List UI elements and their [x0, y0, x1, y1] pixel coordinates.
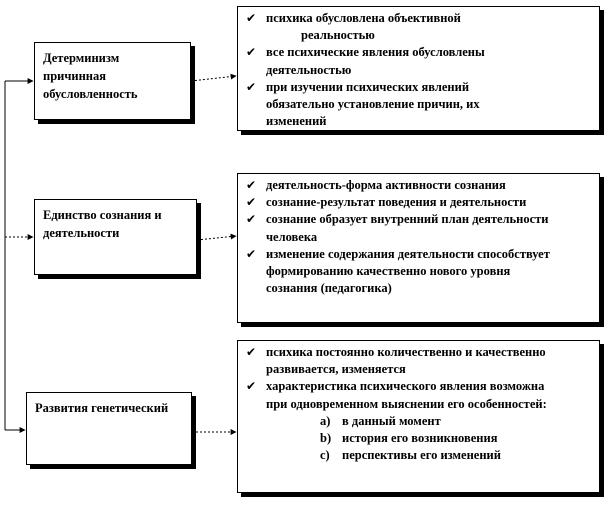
- principle-unity-label: Единство сознания и деятельности: [43, 208, 162, 240]
- development-details-box: [237, 340, 600, 493]
- determinism-list: [244, 10, 593, 130]
- principle-determinism-box: [34, 42, 191, 120]
- unity-details-box: [237, 173, 600, 323]
- list-item: ✔ изменение содержания деятельности способствует формированию качественно нового уровня сознания (педагогика): [244, 246, 559, 298]
- list-item: ✔ все психические явления обусловлены деятельностью: [244, 44, 593, 78]
- development-sublist: [244, 413, 559, 465]
- sublist-item: b) история его возникновения: [320, 431, 498, 446]
- principle-development-box: [26, 392, 192, 465]
- list-item: ✔ сознание-результат поведения и деятельности: [244, 194, 559, 211]
- list-item: ✔ деятельность-форма активности сознания: [244, 177, 559, 194]
- sublist-item: c) перспективы его изменений: [320, 448, 501, 463]
- arrow-1: [191, 76, 236, 81]
- arrow-2: [197, 236, 236, 240]
- list-item: ✔ психика постоянно количественно и качественно развивается, изменяется: [244, 344, 559, 378]
- development-list: [244, 344, 559, 413]
- unity-list: [244, 177, 559, 297]
- principle-determinism-label: Детерминизм причинная обусловленность: [43, 51, 138, 101]
- list-item: ✔ при изучении психических явлений обязательно установление причин, их изменений: [244, 79, 593, 131]
- principle-development-label: Развития генетический: [35, 401, 169, 415]
- determinism-details-box: [237, 6, 600, 131]
- sublist-item: a) в данный момент: [320, 413, 441, 428]
- principle-unity-box: [34, 199, 197, 275]
- list-item: ✔ сознание образует внутренний план деятельности человека: [244, 211, 559, 245]
- list-item: ✔ психика обусловлена объективной реальностью: [244, 10, 593, 44]
- list-item: ✔ характеристика психического явления возможна при одновременном выяснении его особенностей:: [244, 378, 559, 412]
